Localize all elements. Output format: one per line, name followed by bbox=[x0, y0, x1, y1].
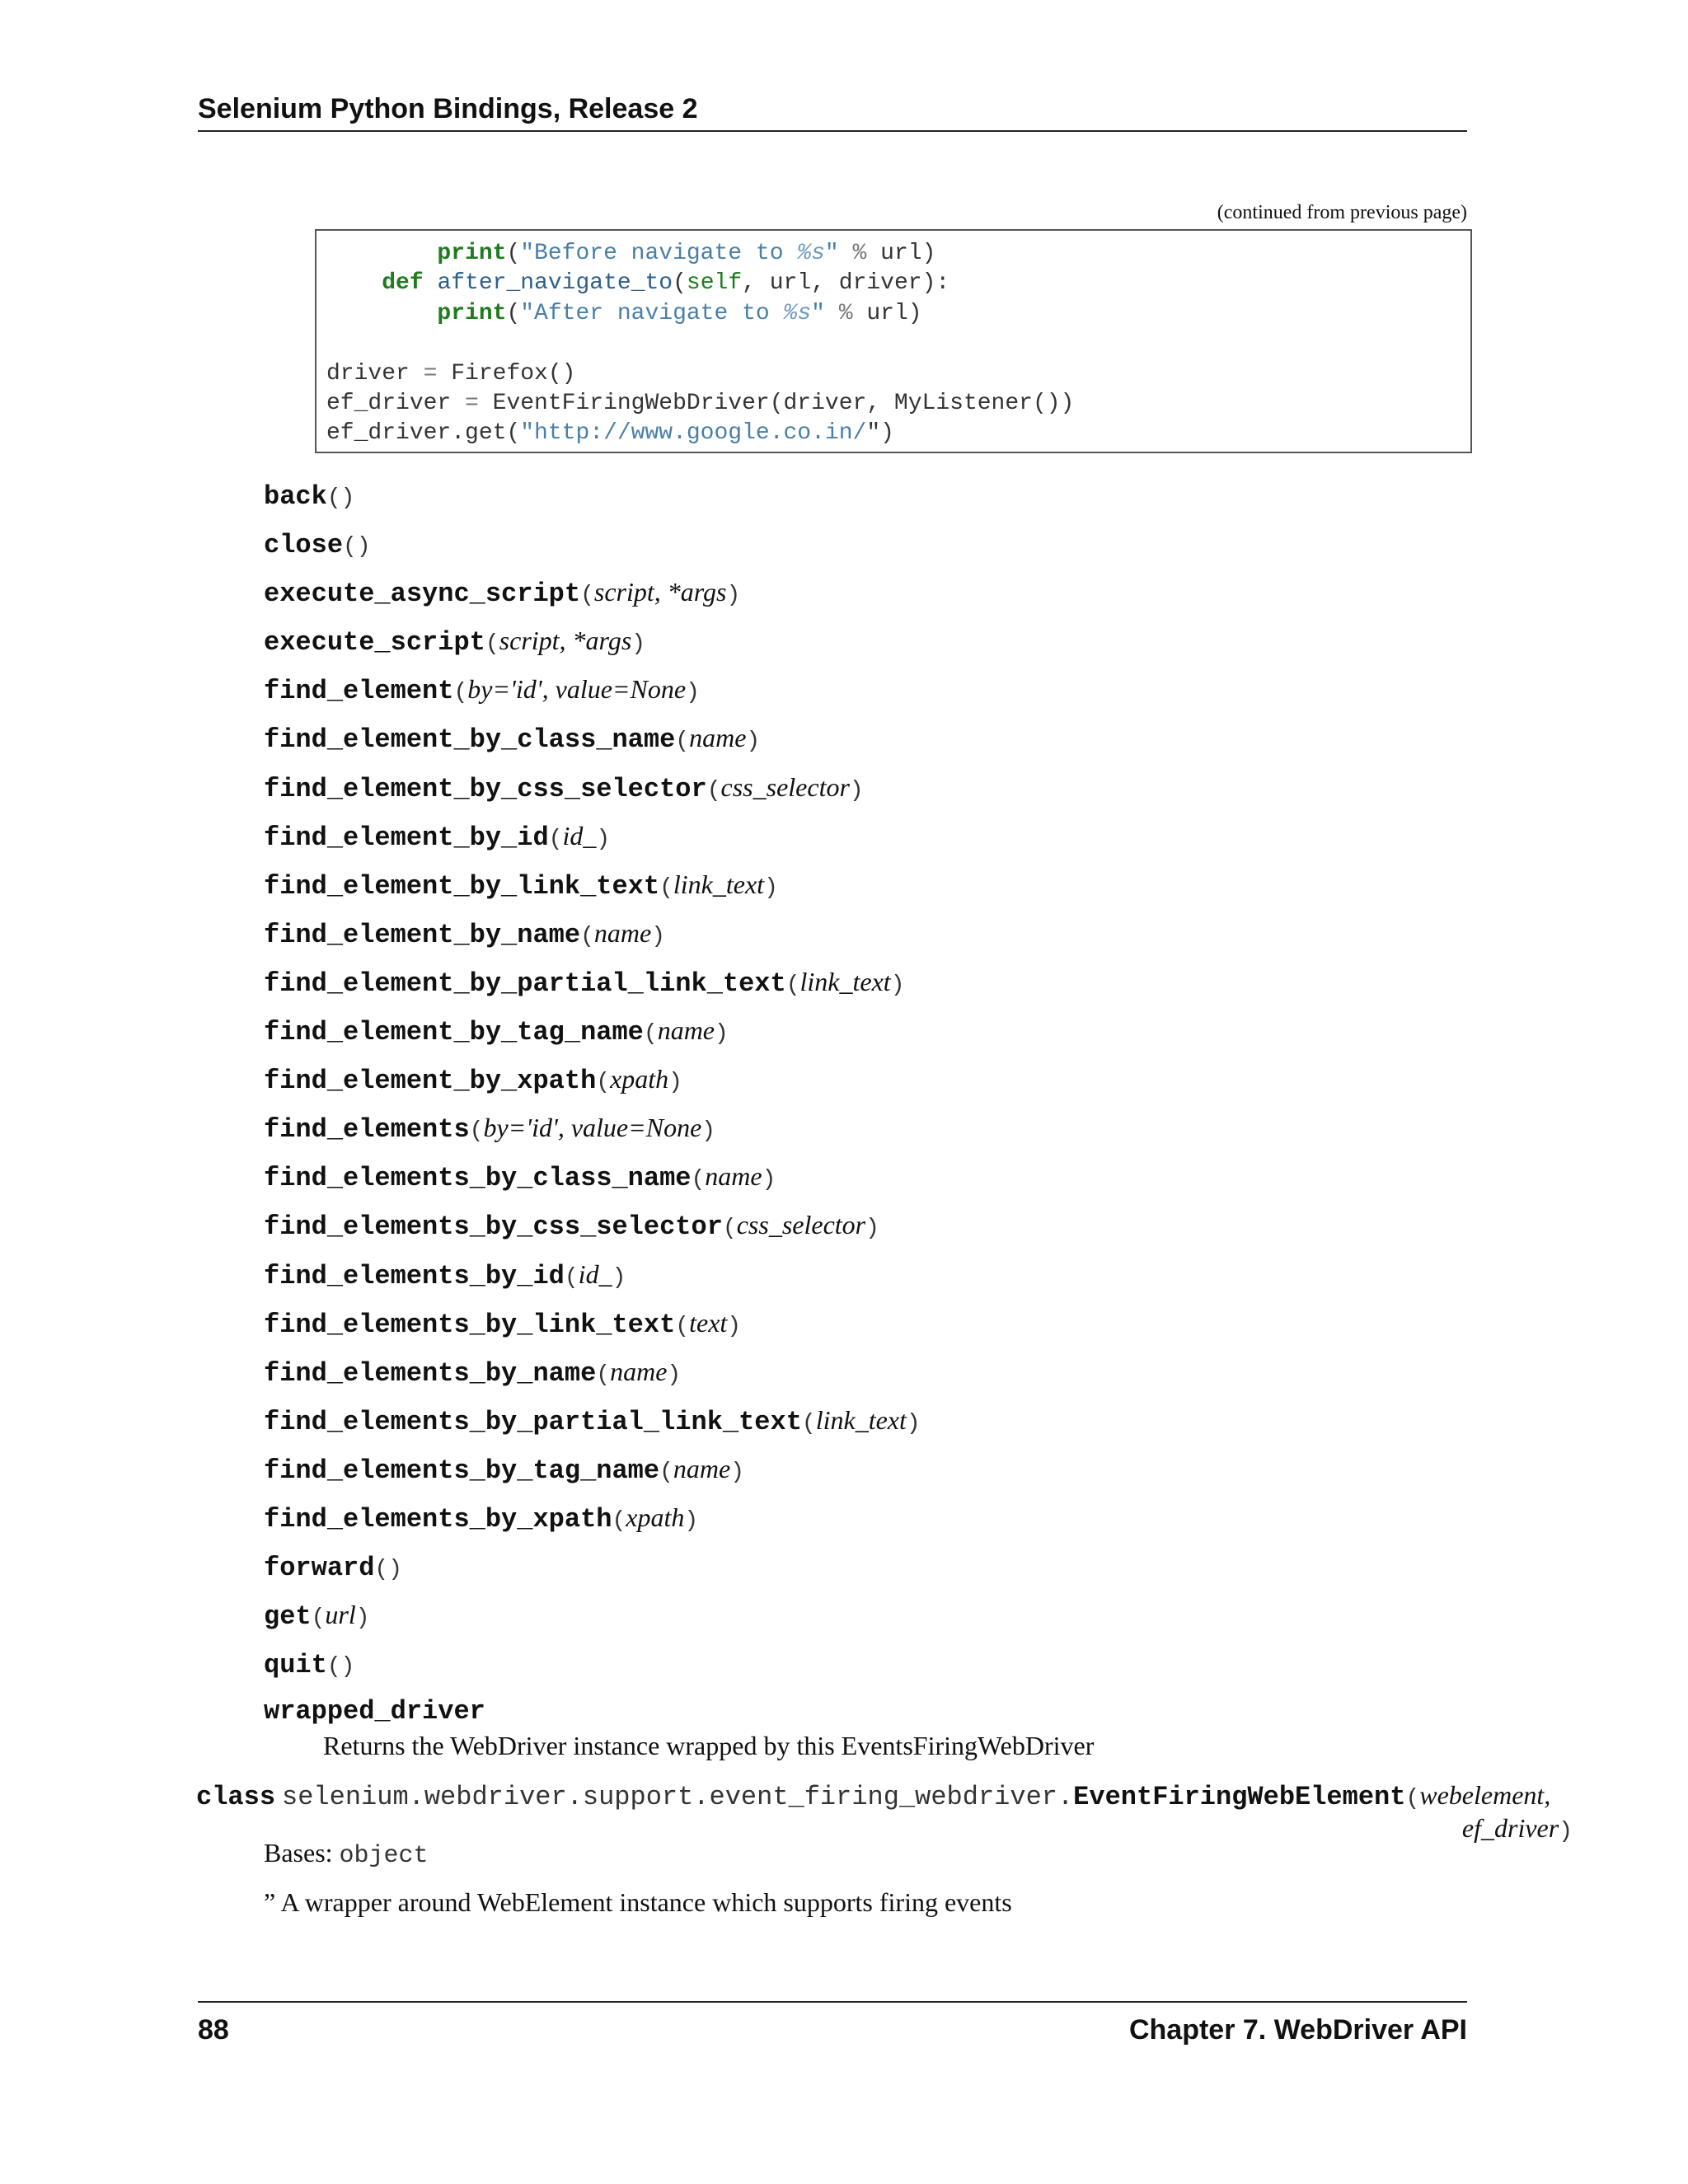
class-signature bbox=[196, 1779, 1597, 1844]
code-line bbox=[326, 269, 1461, 298]
close-paren: ) bbox=[890, 972, 905, 998]
close-paren: ) bbox=[388, 1557, 403, 1583]
open-paren: ( bbox=[485, 631, 499, 658]
method-name: execute_async_script bbox=[264, 579, 581, 610]
method-entry bbox=[264, 819, 921, 868]
close-paren: ) bbox=[612, 1264, 626, 1291]
method-name: find_element_by_tag_name bbox=[264, 1017, 644, 1048]
code-token: print bbox=[437, 241, 507, 266]
method-args: name bbox=[673, 1453, 731, 1483]
open-paren: ( bbox=[326, 1654, 341, 1680]
open-paren: ( bbox=[801, 1410, 816, 1436]
code-token: ( bbox=[673, 270, 687, 297]
close-paren: ) bbox=[355, 1605, 370, 1632]
method-entry bbox=[264, 575, 921, 624]
open-paren: ( bbox=[722, 1216, 737, 1242]
method-name: execute_script bbox=[264, 627, 485, 658]
code-token: after_navigate_to bbox=[437, 270, 673, 297]
method-entry bbox=[264, 1306, 921, 1355]
method-entry bbox=[264, 1111, 921, 1160]
method-list bbox=[264, 478, 921, 1744]
method-args: id_ bbox=[578, 1258, 612, 1289]
code-line bbox=[326, 419, 1461, 448]
method-name: find_element_by_css_selector bbox=[264, 773, 707, 804]
class-close-paren: ) bbox=[1559, 1819, 1573, 1844]
method-name: find_elements_by_id bbox=[264, 1260, 565, 1291]
class-bases bbox=[264, 1836, 429, 1872]
code-line bbox=[326, 329, 1461, 359]
page-footer bbox=[198, 2001, 1467, 2046]
method-name: find_element_by_id bbox=[264, 822, 549, 853]
method-entry bbox=[264, 1014, 921, 1062]
code-token: ( bbox=[506, 241, 521, 266]
class-module-path: selenium.webdriver.support.event_firing_webdriver. bbox=[282, 1782, 1074, 1812]
close-paren: ) bbox=[701, 1118, 716, 1145]
close-paren: ) bbox=[715, 1021, 729, 1047]
close-paren: ) bbox=[596, 826, 611, 852]
method-name: find_elements_by_css_selector bbox=[264, 1212, 723, 1243]
class-description: ” A wrapper around WebElement instance which supports firing events bbox=[264, 1887, 1012, 1917]
method-entry bbox=[264, 1258, 921, 1306]
close-paren: ) bbox=[762, 1167, 776, 1193]
code-token: ") bbox=[866, 420, 894, 447]
open-paren: ( bbox=[659, 1459, 673, 1485]
code-token: url) bbox=[852, 300, 922, 326]
code-token: "Before navigate to bbox=[520, 241, 798, 266]
open-paren: ( bbox=[580, 923, 594, 949]
code-line bbox=[326, 239, 1461, 269]
close-paren: ) bbox=[631, 631, 646, 658]
open-paren: ( bbox=[596, 1070, 611, 1096]
open-paren: ( bbox=[374, 1557, 389, 1583]
method-name: get bbox=[264, 1601, 312, 1633]
close-paren: ) bbox=[746, 729, 761, 755]
code-token: "After navigate to bbox=[520, 300, 784, 326]
method-name: find_elements_by_tag_name bbox=[264, 1455, 660, 1486]
open-paren: ( bbox=[311, 1605, 326, 1632]
code-token: EventFiringWebDriver(driver, MyListener()) bbox=[478, 390, 1075, 416]
method-args: link_text bbox=[799, 966, 891, 996]
open-paren: ( bbox=[691, 1167, 706, 1193]
method-entry bbox=[264, 965, 921, 1014]
bases-value: object bbox=[339, 1842, 429, 1870]
bases-label: Bases: bbox=[264, 1838, 340, 1868]
open-paren: ( bbox=[706, 777, 721, 804]
close-paren: ) bbox=[356, 534, 371, 560]
method-name: back bbox=[264, 481, 327, 512]
close-paren: ) bbox=[726, 583, 741, 609]
code-token: ( bbox=[506, 300, 521, 326]
method-args: xpath bbox=[626, 1502, 685, 1532]
method-args: by='id', value=None bbox=[467, 674, 687, 705]
method-args: link_text bbox=[673, 869, 765, 899]
method-args: css_selector bbox=[720, 771, 850, 802]
method-name: find_element bbox=[264, 676, 454, 707]
open-paren: ( bbox=[548, 826, 563, 852]
method-entry bbox=[264, 1160, 921, 1208]
close-paren: ) bbox=[340, 1654, 355, 1680]
method-entry bbox=[264, 771, 921, 819]
open-paren: ( bbox=[643, 1021, 658, 1047]
method-entry bbox=[264, 1355, 921, 1404]
chapter-title: Chapter 7. WebDriver API bbox=[1128, 2014, 1467, 2046]
method-args: id_ bbox=[562, 820, 597, 851]
close-paren: ) bbox=[684, 1507, 699, 1534]
method-name: find_element_by_class_name bbox=[264, 724, 676, 756]
code-token: % bbox=[838, 300, 853, 326]
open-paren: ( bbox=[453, 680, 468, 706]
class-keyword: class bbox=[196, 1782, 276, 1812]
close-paren: ) bbox=[730, 1459, 745, 1485]
code-token bbox=[825, 301, 839, 326]
code-line bbox=[326, 389, 1461, 419]
code-token: " bbox=[824, 241, 839, 266]
method-args: xpath bbox=[610, 1064, 669, 1094]
close-paren: ) bbox=[764, 874, 778, 901]
continued-note: (continued from previous page) bbox=[1217, 202, 1467, 223]
code-line bbox=[326, 299, 1461, 329]
class-open-paren: ( bbox=[1405, 1786, 1420, 1811]
method-entry bbox=[264, 868, 921, 916]
method-args: link_text bbox=[815, 1404, 907, 1435]
close-paren: ) bbox=[340, 485, 355, 511]
class-name: EventFiringWebElement bbox=[1073, 1782, 1406, 1812]
method-entry bbox=[264, 916, 921, 965]
code-token: %s bbox=[783, 300, 812, 326]
close-paren: ) bbox=[906, 1410, 921, 1436]
method-name: find_elements_by_partial_link_text bbox=[264, 1406, 802, 1437]
method-args: text bbox=[689, 1307, 728, 1338]
code-token: driver bbox=[326, 360, 424, 387]
open-paren: ( bbox=[326, 485, 341, 511]
open-paren: ( bbox=[580, 583, 594, 609]
method-name: find_elements bbox=[264, 1114, 470, 1146]
method-args: name bbox=[593, 917, 652, 948]
open-paren: ( bbox=[785, 972, 800, 998]
method-name: find_element_by_link_text bbox=[264, 870, 660, 902]
running-title: Selenium Python Bindings, Release 2 bbox=[198, 93, 698, 124]
class-arg-ef-driver: ef_driver bbox=[1461, 1813, 1559, 1843]
page-header bbox=[198, 92, 1467, 132]
code-line bbox=[326, 359, 1461, 389]
close-paren: ) bbox=[686, 680, 700, 706]
method-args: by='id', value=None bbox=[483, 1113, 702, 1143]
close-paren: ) bbox=[668, 1070, 682, 1096]
method-name: forward bbox=[264, 1553, 375, 1584]
code-token: ef_driver bbox=[326, 390, 466, 416]
method-entry bbox=[264, 1062, 921, 1111]
header-rule bbox=[198, 130, 1467, 132]
method-name: close bbox=[264, 530, 344, 561]
method-name: find_elements_by_xpath bbox=[264, 1503, 612, 1535]
code-token: % bbox=[852, 241, 867, 266]
code-token: " bbox=[811, 300, 825, 326]
method-args: css_selector bbox=[736, 1210, 866, 1240]
code-token: Firefox() bbox=[437, 360, 576, 387]
method-name: find_element_by_xpath bbox=[264, 1066, 597, 1097]
method-entry bbox=[264, 1404, 921, 1452]
method-args: name bbox=[610, 1356, 668, 1386]
open-paren: ( bbox=[469, 1118, 484, 1145]
close-paren: ) bbox=[651, 923, 665, 949]
code-token: = bbox=[465, 390, 479, 416]
method-entry bbox=[264, 1208, 921, 1257]
page-number: 88 bbox=[198, 2014, 229, 2046]
method-entry bbox=[264, 1452, 921, 1501]
method-entry bbox=[264, 673, 921, 721]
code-token: %s bbox=[797, 241, 825, 266]
wrapped-driver-description: Returns the WebDriver instance wrapped by this EventsFiringWebDriver bbox=[323, 1731, 1095, 1760]
method-entry bbox=[264, 1598, 921, 1647]
method-entry bbox=[264, 1549, 921, 1598]
method-entry bbox=[264, 1647, 921, 1695]
open-paren: ( bbox=[596, 1361, 611, 1388]
method-entry bbox=[264, 721, 921, 770]
code-token bbox=[326, 270, 382, 296]
open-paren: ( bbox=[675, 1313, 690, 1339]
open-paren: ( bbox=[564, 1264, 579, 1291]
code-token: , url, driver): bbox=[742, 270, 950, 297]
method-args: script, *args bbox=[499, 626, 632, 656]
method-args: script, *args bbox=[593, 577, 727, 607]
method-entry bbox=[264, 1501, 921, 1549]
code-token: def bbox=[382, 270, 424, 297]
code-token bbox=[424, 270, 438, 296]
code-token: self bbox=[686, 270, 743, 297]
code-token: print bbox=[437, 300, 507, 326]
open-paren: ( bbox=[659, 874, 673, 901]
method-name: find_elements_by_class_name bbox=[264, 1163, 692, 1194]
code-token: = bbox=[423, 360, 438, 387]
method-args: name bbox=[657, 1015, 715, 1046]
open-paren: ( bbox=[675, 729, 690, 755]
code-token: ef_driver.get( bbox=[326, 420, 521, 447]
code-token bbox=[326, 301, 437, 326]
method-entry bbox=[264, 624, 921, 673]
code-token bbox=[839, 241, 853, 266]
code-token: url) bbox=[866, 241, 936, 266]
method-args: name bbox=[705, 1161, 762, 1192]
method-name: wrapped_driver bbox=[264, 1696, 485, 1727]
code-token: "http://www.google.co.in/ bbox=[520, 420, 867, 447]
method-args: url bbox=[325, 1600, 356, 1630]
open-paren: ( bbox=[612, 1507, 626, 1534]
code-token bbox=[326, 241, 437, 266]
method-name: find_element_by_name bbox=[264, 919, 581, 950]
close-paren: ) bbox=[865, 1216, 879, 1242]
footer-rule bbox=[198, 2001, 1467, 2003]
class-arg-webelement: webelement, bbox=[1419, 1780, 1551, 1810]
method-name: quit bbox=[264, 1650, 327, 1681]
open-paren: ( bbox=[343, 534, 357, 560]
close-paren: ) bbox=[727, 1313, 742, 1339]
code-block bbox=[315, 229, 1472, 453]
method-name: find_elements_by_link_text bbox=[264, 1309, 676, 1340]
method-name: find_element_by_partial_link_text bbox=[264, 968, 786, 999]
method-args: name bbox=[689, 723, 747, 753]
close-paren: ) bbox=[849, 777, 864, 804]
class-args-continued bbox=[1462, 1811, 1573, 1849]
method-name: find_elements_by_name bbox=[264, 1357, 597, 1389]
method-entry bbox=[264, 478, 921, 527]
close-paren: ) bbox=[667, 1361, 682, 1388]
method-entry bbox=[264, 527, 921, 575]
